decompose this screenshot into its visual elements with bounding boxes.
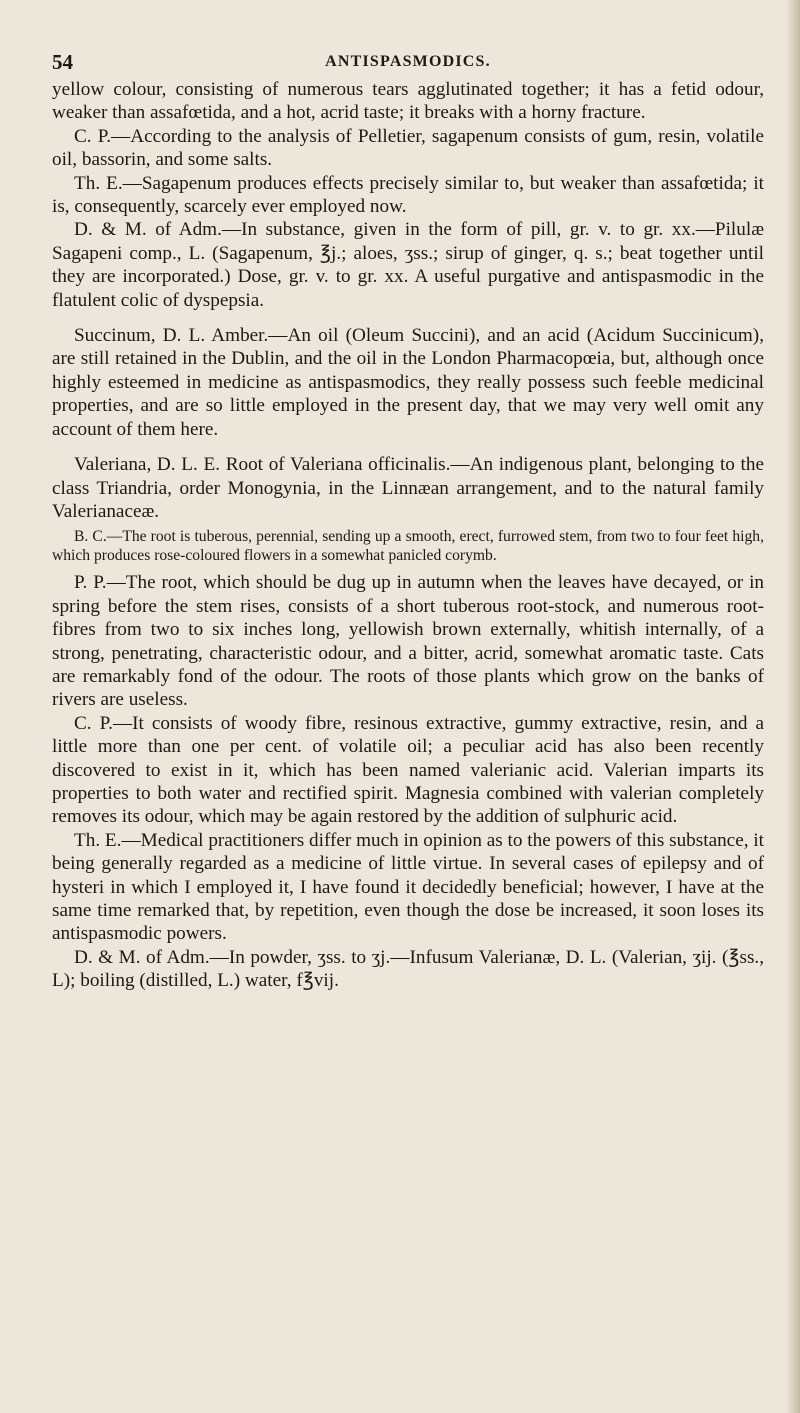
paragraph-valeriana-physical: P. P.—The root, which should be dug up in autumn when the leaves have decayed, or in spring before the stem rises, consists of a short tuberous root-stock, and numerous root-fibres from two to six inches long, yellowish brown externally, whitish internally, of a strong, penetrating, characteristic odour, and a bitter, acrid, somewhat aromatic taste. Cats are remarkably fond of the odour. The roots of those plants which grow on the banks of rivers are useless. [52, 572, 764, 711]
paragraph-valeriana-chemical: C. P.—It consists of woody fibre, resinous extractive, gummy extractive, resin, and a little more than one per cent. of volatile oil; a peculiar acid has also been recently discovered to exist in it, which has been named valerianic acid. Valerian imparts its properties to both water and rectified spirit. Magnesia combined with valerian completely removes its odour, which may be again restored by the addition of sulphuric acid. [52, 712, 764, 828]
paragraph-valeriana-effects: Th. E.—Medical practitioners differ much in opinion as to the powers of this substance, it being generally regarded as a medicine of little virtue. In several cases of epilepsy and of hysteri in which I employed it, I have found it decidedly beneficial; however, I have at the same time remarked that, by repetition, even though the dose be increased, it soon loses its antispasmodic powers. [52, 829, 764, 945]
paragraph-sagapenum-effects: Th. E.—Sagapenum produces effects precisely similar to, but weaker than assafœtida; it is, consequently, scarcely ever employed now. [52, 172, 764, 218]
running-title: ANTISPASMODICS. [325, 53, 491, 70]
paragraph-sagapenum-dose: D. & M. of Adm.—In substance, given in the form of pill, gr. v. to gr. xx.—Pilulæ Sagapeni comp., L. (Sagapenum, ℥j.; aloes, ʒss.; sirup of ginger, q. s.; beat together until they are incorporated.) Dose, gr. v. to gr. xx. A useful purgative and antispasmodic in the flatulent colic of dyspepsia. [52, 219, 764, 311]
page-number: 54 [52, 50, 73, 74]
paragraph-valeriana-heading: Valeriana, D. L. E. Root of Valeriana officinalis.—An indigenous plant, belonging to the class Triandria, order Monogynia, in the Linnæan arrangement, and to the natural family Valerianaceæ. [52, 454, 764, 522]
page-edge-shadow [786, 0, 800, 1413]
paragraph-sagapenum-chemical: C. P.—According to the analysis of Pelletier, sagapenum consists of gum, resin, volatile oil, bassorin, and some salts. [52, 125, 764, 171]
paragraph-valeriana-dose: D. & M. of Adm.—In powder, ʒss. to ʒj.—Infusum Valerianæ, D. L. (Valerian, ʒij. (℥ss., L); boiling (distilled, L.) water, f℥vij. [52, 946, 764, 992]
paragraph-valeriana-botanical: B. C.—The root is tuberous, perennial, sending up a smooth, erect, furrowed stem, from two to four feet high, which produces rose-coloured flowers in a somewhat panicled corymb. [52, 528, 764, 565]
book-page [52, 40, 764, 993]
paragraph-sagapenum-description: yellow colour, consisting of numerous tears agglutinated together; it has a fetid odour, weaker than assafœtida, and a hot, acrid taste; it breaks with a horny fracture. [52, 79, 764, 124]
page-header [52, 40, 764, 78]
section-gap [52, 312, 764, 324]
section-gap [52, 441, 764, 453]
paragraph-succinum: Succinum, D. L. Amber.—An oil (Oleum Succini), and an acid (Acidum Succinicum), are still retained in the Dublin, and the oil in the London Pharmacopœia, but, although once highly esteemed in medicine as antispasmodics, they really possess such feeble medicinal properties, and are so little employed in the present day, that we may very well omit any account of them here. [52, 325, 764, 440]
